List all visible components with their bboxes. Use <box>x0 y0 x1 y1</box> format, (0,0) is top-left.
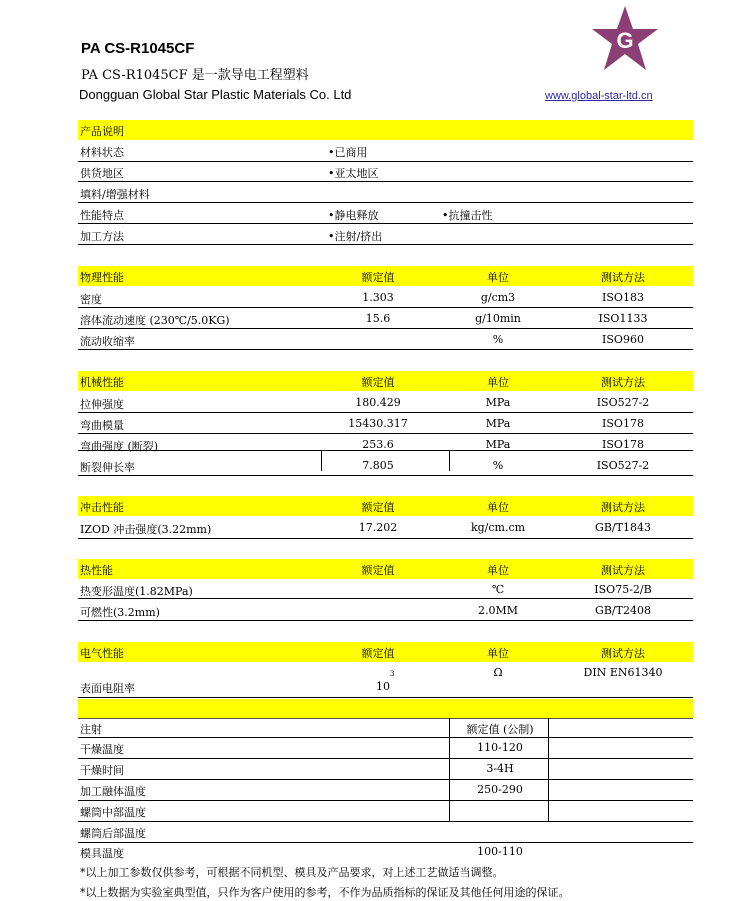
row-value: •抗撞击性 <box>442 209 493 222</box>
cell-value: 250-290 <box>477 783 523 796</box>
col-header-unit: 单位 <box>487 647 509 660</box>
product-section-title: 产品说明 <box>80 125 124 138</box>
global-star-logo <box>590 4 660 74</box>
divider <box>78 697 693 698</box>
cell-unit: MPa <box>485 417 511 430</box>
row-value: •亚太地区 <box>328 167 379 180</box>
cell-method: DIN EN61340 <box>583 666 663 679</box>
cell-unit: MPa <box>485 438 511 451</box>
product-row <box>78 204 693 224</box>
cell-label: IZOD 冲击强度(3.22mm) <box>80 523 212 536</box>
cell-value: 17.202 <box>358 521 398 534</box>
table-row <box>78 801 693 821</box>
col-header-unit: 单位 <box>487 271 509 284</box>
col-header-method: 测试方法 <box>601 564 645 577</box>
divider <box>78 244 693 245</box>
divider <box>78 475 693 476</box>
mechanical-section-header <box>78 371 693 391</box>
cell-label: 弯曲模量 <box>80 419 124 432</box>
note-process: *以上加工参数仅供参考，可根据不同机型、模具及产品要求，对上述工艺做适当调整。 <box>80 866 504 879</box>
section-title: 物理性能 <box>80 271 124 284</box>
col-header-unit: 单位 <box>487 564 509 577</box>
section-title: 机械性能 <box>80 376 124 389</box>
cell-label: 弯曲强度 (断裂) <box>80 440 159 453</box>
cell-method: ISO527-2 <box>596 459 650 472</box>
cell-label: 密度 <box>80 293 102 306</box>
divider <box>78 328 693 329</box>
cell-label: 干燥时间 <box>80 764 124 777</box>
table-row <box>78 456 693 476</box>
col-header-method: 测试方法 <box>601 271 645 284</box>
section-title: 电气性能 <box>80 647 124 660</box>
row-label: 供货地区 <box>80 167 124 180</box>
electrical-value-row <box>78 677 693 697</box>
col-header-value: 额定值 (公制) <box>466 723 534 736</box>
section-title: 注射 <box>80 723 102 736</box>
product-section-header <box>78 120 693 140</box>
divider <box>78 598 693 599</box>
divider <box>78 620 693 621</box>
divider <box>78 202 693 203</box>
cell-unit: % <box>492 333 504 346</box>
row-label: 性能特点 <box>80 209 124 222</box>
injection-header <box>78 718 693 738</box>
cell-unit: 2.0MM <box>477 604 519 617</box>
col-header-value: 额定值 <box>361 564 395 577</box>
section-title: 热性能 <box>80 564 113 577</box>
divider <box>78 412 693 413</box>
impact-section-header <box>78 496 693 516</box>
divider <box>78 181 693 182</box>
cell-value: 3-4H <box>486 762 514 775</box>
cell-method: ISO75-2/B <box>594 583 652 596</box>
col-header-method: 测试方法 <box>601 647 645 660</box>
cell-method: GB/T1843 <box>595 521 651 534</box>
table-row <box>78 738 693 758</box>
cell-value: 100-110 <box>477 845 523 858</box>
divider <box>78 307 693 308</box>
product-title: PA CS-R1045CF <box>81 40 195 57</box>
logo-letter: G <box>616 28 634 53</box>
row-label: 填料/增强材料 <box>80 188 150 201</box>
cell-method: ISO183 <box>602 291 644 304</box>
cell-value: 7.805 <box>362 459 394 472</box>
cell-label: 断裂伸长率 <box>80 461 135 474</box>
cell-value: 110-120 <box>477 741 523 754</box>
section-title: 冲击性能 <box>80 501 124 514</box>
physical-section-header <box>78 266 693 286</box>
divider <box>78 349 693 350</box>
row-value: •注射/挤出 <box>328 230 383 243</box>
cell-value: 1.303 <box>362 291 394 304</box>
product-row <box>78 141 693 161</box>
row-value: •静电释放 <box>328 209 379 222</box>
divider <box>78 538 693 539</box>
cell-label: 拉伸强度 <box>80 398 124 411</box>
col-header-method: 测试方法 <box>601 501 645 514</box>
cell-method: GB/T2408 <box>595 604 651 617</box>
divider <box>78 223 693 224</box>
cell-method: ISO178 <box>602 438 644 451</box>
cell-border <box>449 450 450 471</box>
cell-label: 螺筒中部温度 <box>80 806 146 819</box>
col-header-value: 额定值 <box>361 271 395 284</box>
table-row <box>78 759 693 779</box>
table-row <box>78 780 693 800</box>
cell-value-base: 10 <box>376 680 390 693</box>
cell-value-exponent: 3 <box>390 670 395 678</box>
note-disclaimer: *以上数据为实验室典型值，只作为客户使用的参考，不作为品质指标的保证及其他任何用途的保证。 <box>80 886 570 899</box>
product-row <box>78 225 693 245</box>
cell-unit: g/10min <box>475 312 521 325</box>
cell-label: 溶体流动速度 (230℃/5.0KG) <box>80 314 230 327</box>
table-row <box>78 414 693 434</box>
col-header-value: 额定值 <box>361 376 395 389</box>
company-name: Dongguan Global Star Plastic Materials Co. Ltd <box>79 87 352 102</box>
row-label: 材料状态 <box>80 146 124 159</box>
website-link[interactable]: www.global-star-ltd.cn <box>545 90 653 102</box>
cell-method: ISO960 <box>602 333 644 346</box>
divider <box>78 433 693 434</box>
cell-label: 加工融体温度 <box>80 785 146 798</box>
col-header-unit: 单位 <box>487 501 509 514</box>
cell-method: ISO178 <box>602 417 644 430</box>
row-label: 加工方法 <box>80 230 124 243</box>
cell-method: ISO1133 <box>598 312 648 325</box>
table-row <box>78 393 693 413</box>
table-row <box>78 309 693 329</box>
cell-value: 15.6 <box>365 312 391 325</box>
cell-border <box>321 450 322 471</box>
col-header-value: 额定值 <box>361 647 395 660</box>
thermal-section-header <box>78 559 693 579</box>
product-row <box>78 183 693 203</box>
cell-label: 表面电阻率 <box>80 682 135 695</box>
electrical-section-header <box>78 642 693 662</box>
cell-unit: Ω <box>493 666 503 679</box>
product-subtitle: PA CS-R1045CF 是一款导电工程塑料 <box>81 68 309 83</box>
cell-value: 15430.317 <box>348 417 408 430</box>
cell-value: 253.6 <box>362 438 394 451</box>
product-row <box>78 162 693 182</box>
cell-unit: g/cm3 <box>480 291 516 304</box>
table-row <box>78 601 693 621</box>
injection-yellow-bar <box>78 699 693 719</box>
cell-label: 热变形温度(1.82MPa) <box>80 585 193 598</box>
cell-unit: kg/cm.cm <box>470 521 526 534</box>
table-row <box>78 580 693 600</box>
table-row <box>78 518 693 538</box>
col-header-unit: 单位 <box>487 376 509 389</box>
cell-method: ISO527-2 <box>596 396 650 409</box>
table-row <box>78 842 693 862</box>
table-row <box>78 288 693 308</box>
cell-unit: MPa <box>485 396 511 409</box>
row-value: •已商用 <box>328 146 368 159</box>
table-row <box>78 822 693 842</box>
table-row <box>78 435 693 455</box>
cell-label: 流动收缩率 <box>80 335 135 348</box>
cell-value: 180.429 <box>355 396 401 409</box>
table-row <box>78 330 693 350</box>
col-header-value: 额定值 <box>361 501 395 514</box>
cell-label: 螺筒后部温度 <box>80 827 146 840</box>
cell-unit: ℃ <box>491 583 505 596</box>
cell-unit: % <box>492 459 504 472</box>
cell-label: 干燥温度 <box>80 743 124 756</box>
cell-label: 模具温度 <box>80 847 124 860</box>
col-header-method: 测试方法 <box>601 376 645 389</box>
divider <box>78 450 693 451</box>
cell-label: 可燃性(3.2mm) <box>80 606 160 619</box>
